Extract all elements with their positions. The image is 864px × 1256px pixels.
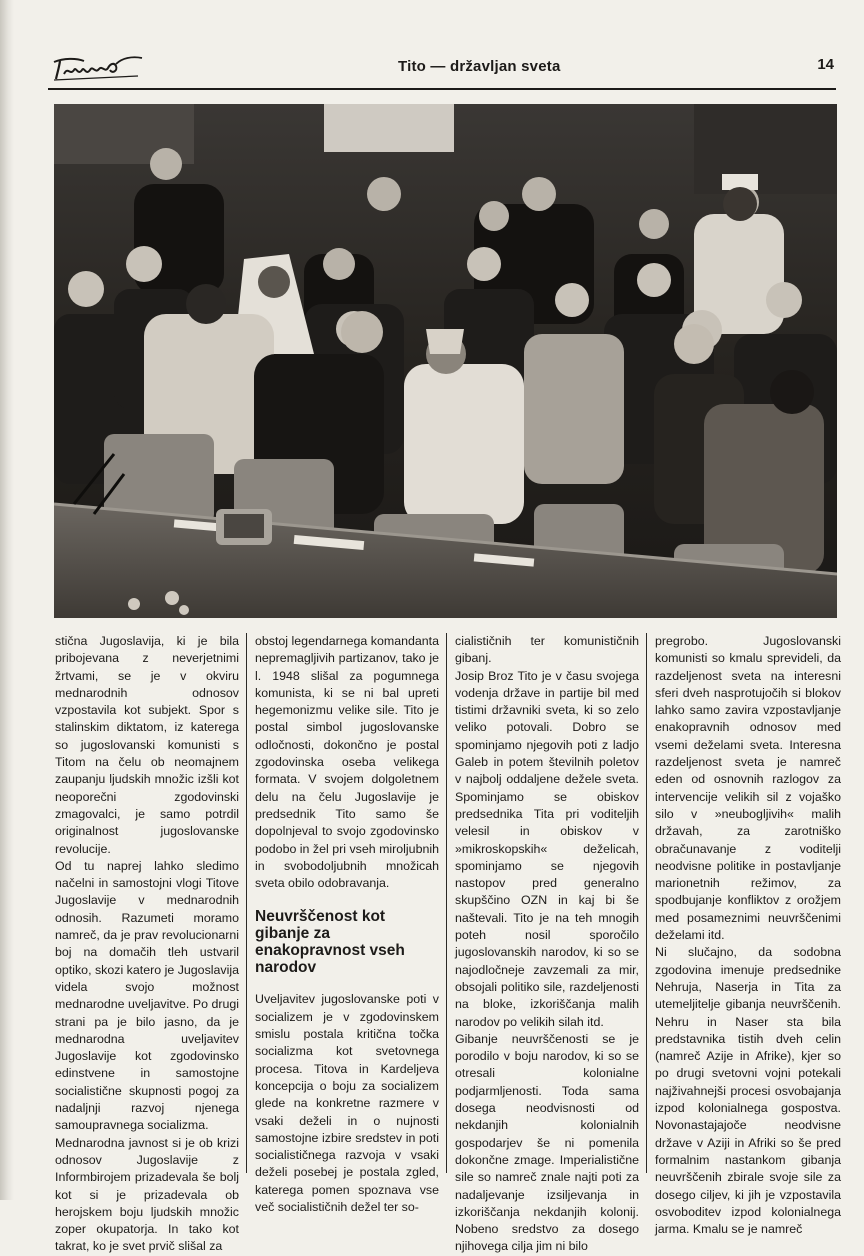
conference-photo: [54, 104, 837, 618]
paragraph: Gibanje neuvrščenosti se je porodilo v boju narodov, ki so se otresali kolonialne podjarmljenosti. Toda sama dosega neodvisnosti od nekdanjih kolonialnih gospodarjev še ni pomenila dokončne zmage. Imperialistične sile so namreč znale najti poti za nadaljevanje izsiljevanja in izkoriščanja nekdanjih kolonij. Nobeno sredstvo za dosego njihovega cilja jim ni bilo: [455, 1031, 639, 1254]
paragraph: obstoj legendarnega komandanta nepremagljivih partizanov, tako je l. 1948 slišal za pogumnega komunista, ki se ni bal upreti hegemonizmu velike sile. Tito je postal simbol jugoslovanske odločnosti, dokončno je postal zgodovinska oseba velikega formata. V svojem dolgoletnem delu na čelu Jugoslavije je predsednik Tito samo še dopolnjeval to svojo zgodovinsko podobo in žel pri vseh miroljubnih in svobodoljubnih množicah sveta obilo odobravanja.: [255, 634, 439, 891]
paragraph: Ni slučajno, da sodobna zgodovina imenuje predsednike Nehruja, Naserja in Tita za utemeljitelje gibanja neuvrščenih. Nehru in Naser sta bila predstavnika tistih dveh celin (namreč Azije in Afrike), kjer so po drugi svetovni vojni potekali najživahnejši procesi osvobajanja izpod kolonialnega gospostva. Novonastajajoče neodvisne države v Aziji in Afriki so še pred formalnim nastankom gibanja neuvrščenih zbirale svoje sile za dosego ciljev, ki jih je vzpostavila osvoboditev izpod kolonialnega jarma. Kmalu se je namreč: [655, 945, 841, 1237]
article-column-3: [455, 633, 647, 1254]
paragraph: Mednarodna javnost si je ob krizi odnosov Jugoslavije z Informbirojem prizadevala še bolj kot si je prizadevala ob herojskem boju ljudskih množic zoper okupatorja. In tako kot takrat, ko je svet prvič slišal za: [55, 1135, 239, 1254]
section-subheading: Neuvrščenost kot gibanje za enakopravnost vseh narodov: [255, 908, 405, 977]
titovo-logo-icon: [50, 52, 146, 84]
paragraph: pregrobo. Jugoslovanski komunisti so kmalu sprevideli, da razdeljenost sveta na interesni sferi dveh nasprotujočih si blokov lahko samo zavira vzpostavljanje enakopravnih odnosov med vsemi deželami sveta. Interesna razdeljenost sveta je namreč eden od osnovnih razlogov za intervencije velikih sil z vojaško silo v »neubogljivih« malih državah, za zarotniško obračunavanje z voditelji neodvisne politike in postavljanje marionetnih režimov, za spodbujanje konfliktov z orožjem med posameznimi neuvrščenimi deželami itd.: [655, 634, 841, 943]
header-title: Tito — državljan sveta: [398, 58, 561, 75]
article-column-1: [55, 633, 247, 1254]
conference-photo-icon: [54, 104, 837, 618]
paragraph: Josip Broz Tito je v času svojega vodenja države in partije bil med tistimi državniki sveta, ki so zelo veliko potovali. Dobro se spominjamo njegovih poti z ladjo Galeb in potem številnih poletov v najbolj oddaljene dežele sveta. Spominjamo se obiskov predsednika Tita pri voditeljih velesil in obiskov v »mikroskopskih« deželicah, spominjamo se njegovih nastopov pred generalno skupščino OZN in kaj bi še naštevali. Tito je na teh mnogih poteh nosil sporočilo jugoslovanskih narodov, ki so se najodločneje zavzemali za mir, obsojali politiko sile, razdeljenosti na bloke, izkoriščanja malih narodov po velikih silah itd.: [455, 668, 639, 1029]
article-column-4: [655, 633, 841, 1238]
paragraph: stična Jugoslavija, ki je bila pribojevana z neverjetnimi žrtvami, se je v okviru mednarodnih odnosov vzpostavila kot subjekt. Spor s stalinskim diktatom, iz katerega so jugoslovanski komunisti s Titom na čelu ob neomajnem zaupanju ljudskih množic izšli kot neoporečni zgodovinski zmagovalci, je samo potrdil originalnost jugoslovanske revolucije.: [55, 634, 239, 856]
article-column-2: [255, 633, 447, 1215]
paragraph: Od tu naprej lahko sledimo načelni in samostojni vlogi Titove Jugoslavije v mednarodnih odnosih. Razumeti moramo namreč, da je prav revolucionarni boj na domačih tleh ustvaril optiko, skozi katero je Jugoslavija videla svojo možnost mednarodne uveljavitve. Po drugi strani pa je bilo jasno, da je mednarodna uveljavitev Jugoslavije kot zgodovinsko edinstvene in samostojne socialistične skupnosti pogoj za nadaljnji razvoj njenega samoupravnega socializma.: [55, 858, 239, 1133]
paragraph: Uveljavitev jugoslovanske poti v socializem je v zgodovinskem smislu postala kritična točka socializma kot svetovnega procesa. Titova in Kardeljeva koncepcija o boju za socializem glede na konkretne razmere v vsaki deželi in o nujnosti samostojne izbire sredstev in poti socialističnega razvoja v vsaki deželi posebej je postala zgled, katerega pomen spoznava vse več socialističnih dežel ter so-: [255, 992, 439, 1215]
article-body: [0, 633, 864, 1254]
page-number: 14: [817, 56, 834, 73]
paragraph: cialističnih ter komunističnih gibanj.: [455, 634, 639, 666]
page-header: [48, 50, 836, 90]
